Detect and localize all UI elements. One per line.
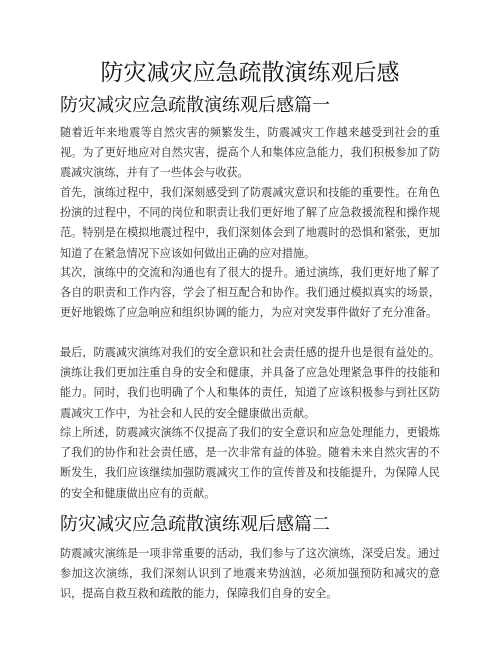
section-1-paragraph-2: 首先，演练过程中，我们深刻感受到了防震减灾意识和技能的重要性。在角色扮演的过程中，不同的岗位和职责让我们更好地了解了应急救援流程和操作规范。特别是在模拟地震过程中，我们深刻体会到了地震时的恐惧和紧张，更加知道了在紧急情况下应该如何做出正确的应对措施。 (60, 186, 440, 260)
section-1-paragraph-3: 其次，演练中的交流和沟通也有了很大的提升。通过演练，我们更好地了解了各自的职责和工作内容，学会了相互配合和协作。我们通过模拟真实的场景，更好地锻炼了应急响应和组织协调的能力，为应对突发事件做好了充分准备。 (60, 266, 440, 320)
section-heading-1: 防灾减灾应急疏散演练观后感篇一 (60, 95, 330, 116)
section-heading-2: 防灾减灾应急疏散演练观后感篇二 (60, 514, 330, 535)
section-1-paragraph-4: 最后，防震减灾演练对我们的安全意识和社会责任感的提升也是很有益处的。演练让我们更加注重自身的安全和健康，并具备了应急处理紧急事件的技能和能力。同时，我们也明确了个人和集体的责任，知道了应该积极参与到社区防震减灾工作中，为社会和人民的安全健康做出贡献。 (60, 346, 440, 420)
section-2-paragraph-1: 防震减灾演练是一项非常重要的活动，我们参与了这次演练，深受启发。通过参加这次演练，我们深刻认识到了地震来势汹汹，必须加强预防和减灾的意识，提高自救互救和疏散的能力，保障我们自身的安全。 (60, 547, 440, 601)
section-1-paragraph-1: 随着近年来地震等自然灾害的频繁发生，防震减灾工作越来越受到社会的重视。为了更好地应对自然灾害，提高个人和集体应急能力，我们积极参加了防震减灾演练，并有了一些体会与收获。 (60, 126, 440, 180)
section-1-paragraph-5: 综上所述，防震减灾演练不仅提高了我们的安全意识和应急处理能力，更锻炼了我们的协作和社会责任感，是一次非常有益的体验。随着未来自然灾害的不断发生，我们应该继续加强防震减灾工作的宣传普及和技能提升，为保障人民的安全和健康做出应有的贡献。 (60, 426, 440, 500)
document-title: 防灾减灾应急疏散演练观后感 (100, 60, 400, 86)
